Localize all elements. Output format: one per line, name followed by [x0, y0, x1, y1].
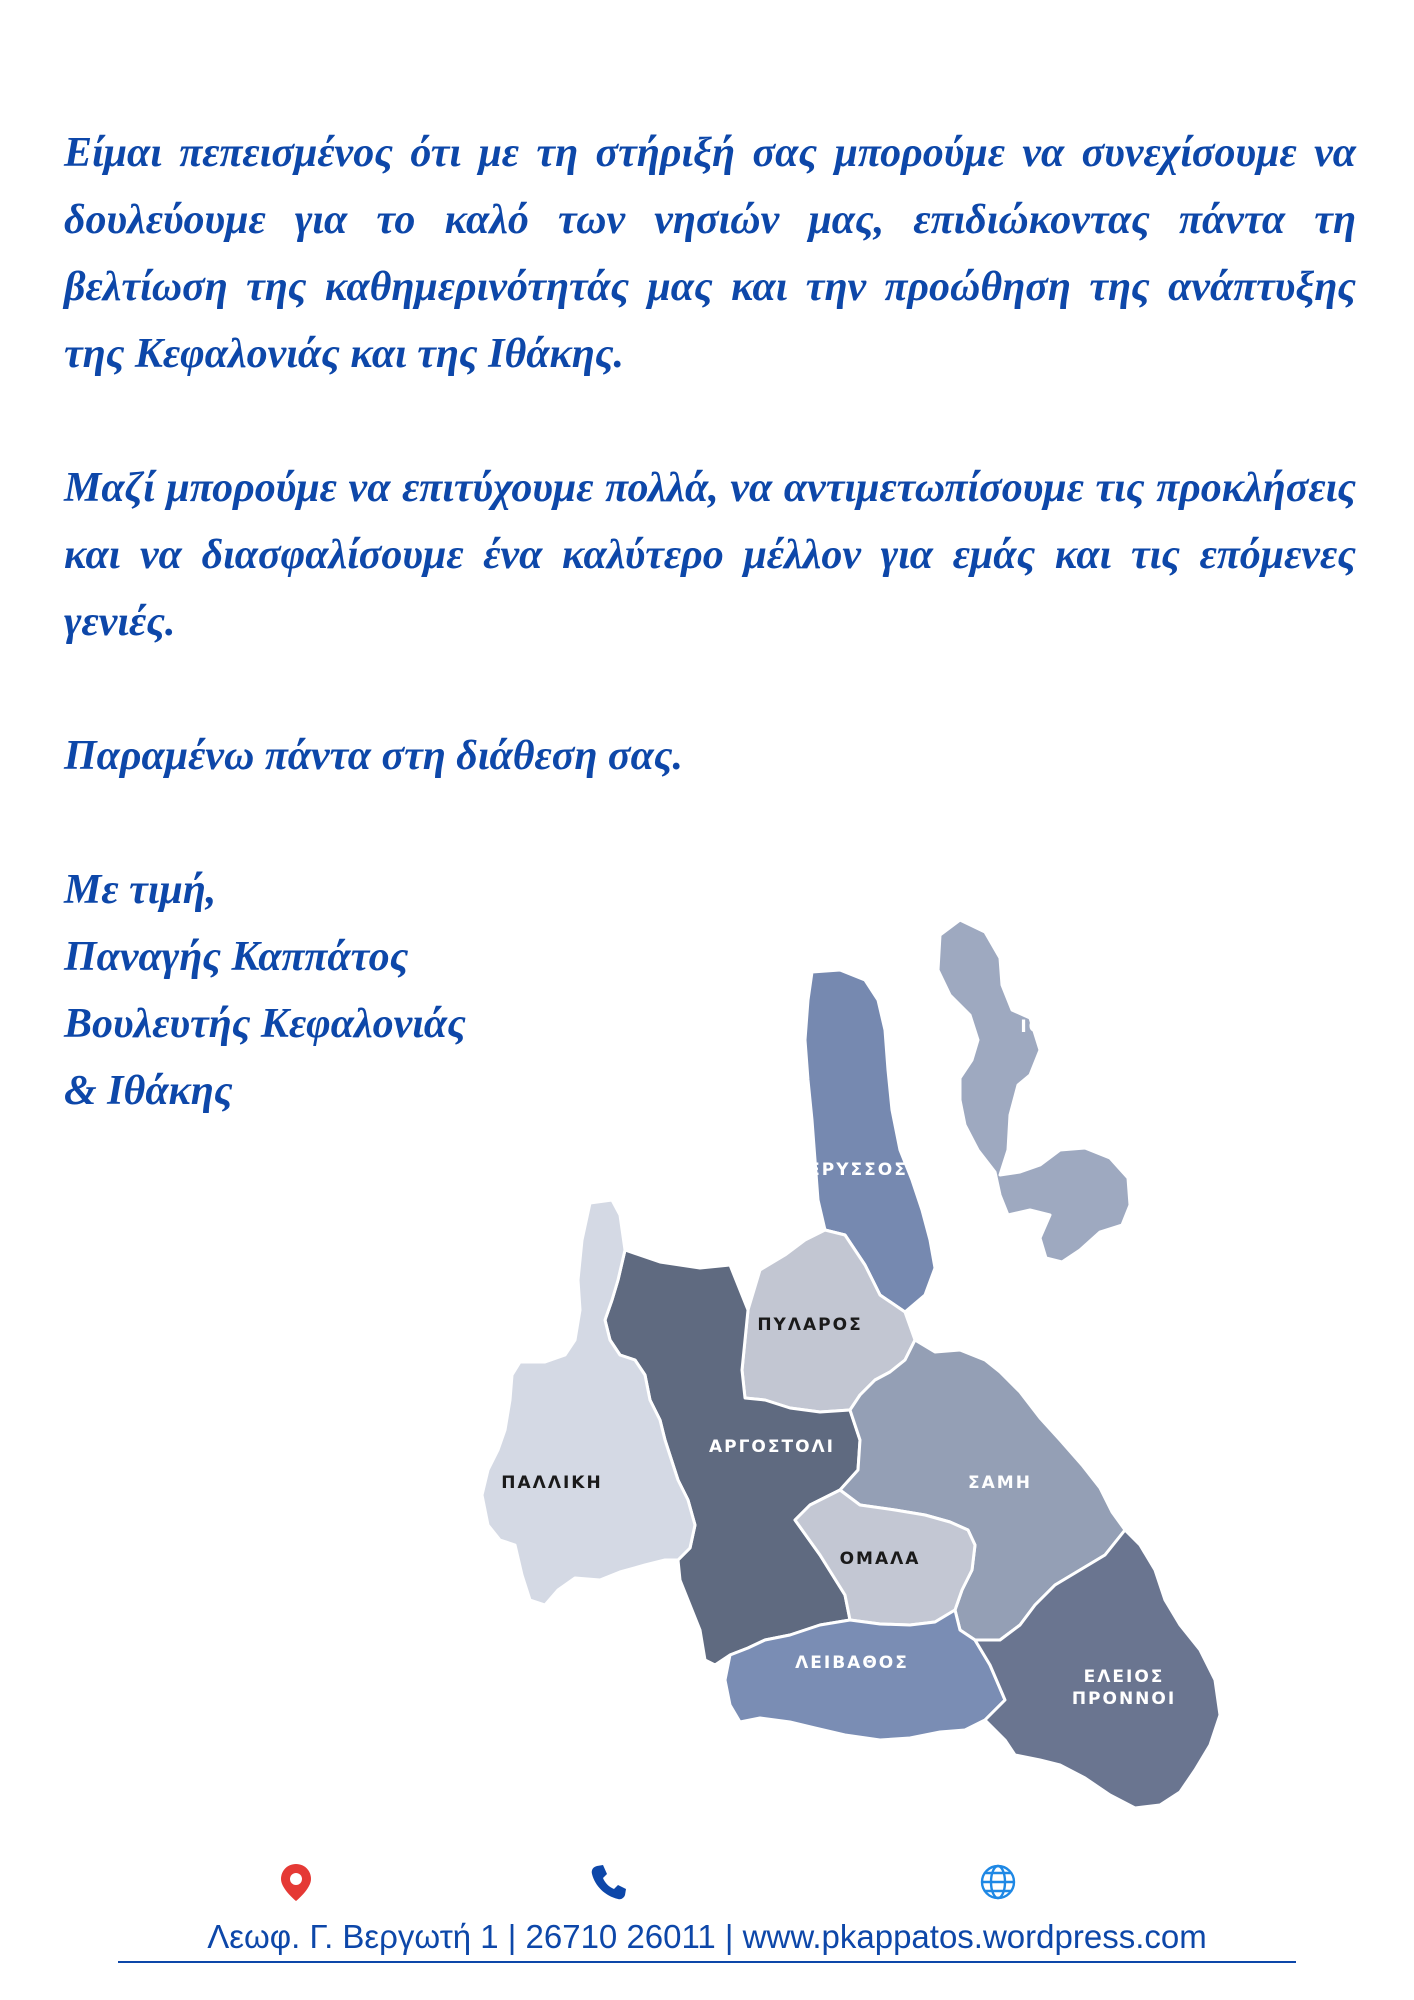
location-pin-icon	[276, 1862, 316, 1902]
label-pylaros: ΠΥΛΑΡΟΣ	[757, 1315, 863, 1335]
signer-title-2: & Ιθάκης	[64, 1068, 233, 1114]
signer-name: Παναγής Καππάτος	[64, 934, 409, 980]
label-sami: ΣΑΜΗ	[968, 1473, 1032, 1493]
globe-icon	[978, 1862, 1018, 1902]
label-omala: ΟΜΑΛΑ	[839, 1549, 921, 1569]
label-paliki: ΠΑΛΛΙΚΗ	[501, 1473, 603, 1493]
label-eleios: ΕΛΕΙΟΣ	[1083, 1667, 1165, 1687]
label-pronnoi: ΠΡΟΝΝΟΙ	[1071, 1689, 1177, 1709]
label-erissos: ΕΡΥΣΣΟΣ	[808, 1160, 908, 1180]
phone-icon	[588, 1862, 628, 1902]
letter-paragraph-2: Μαζί μπορούμε να επιτύχουμε πολλά, να αντιμετωπίσουμε τις προκλήσεις και να διασφαλίσουμε ένα καλύτερο μέλλον για εμάς και τις επόμενες γενιές.	[64, 465, 1356, 645]
letter-paragraph-1: Είμαι πεπεισμένος ότι με τη στήριξή σας μπορούμε να συνεχίσουμε να δουλεύουμε για το καλό των νησιών μας, επιδιώκοντας πάντα τη βελτίωση της καθημερινότητάς μας και την προώθηση της ανάπτυξης της Κεφαλονιάς και της Ιθάκης.	[64, 130, 1356, 377]
label-leivathos: ΛΕΙΒΑΘΟΣ	[795, 1653, 909, 1673]
signer-title: Βουλευτής Κεφαλονιάς	[64, 1001, 466, 1047]
label-ithaki: ΙΘΑΚΗ	[1020, 1017, 1092, 1037]
label-argostoli: ΑΡΓΟΣΤΟΛΙ	[708, 1437, 836, 1457]
closing: Με τιμή,	[64, 867, 217, 913]
footer-icons	[0, 1862, 1414, 1902]
region-ithaki	[938, 920, 1130, 1262]
kefalonia-ithaki-map	[460, 880, 1240, 1940]
footer-contact-line: Λεωφ. Γ. Βεργωτή 1 | 26710 26011 | www.pkappatos.wordpress.com	[118, 1915, 1296, 1963]
map-svg	[460, 880, 1240, 1940]
letter-paragraph-3: Παραμένω πάντα στη διάθεση σας.	[64, 733, 684, 779]
